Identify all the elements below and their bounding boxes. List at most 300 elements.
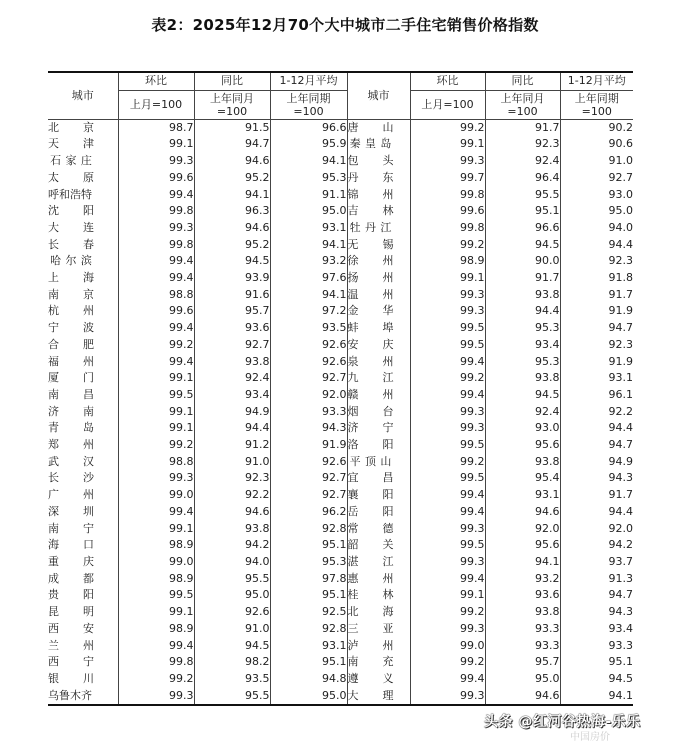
city-name: 惠 州 <box>347 571 394 585</box>
mom-cell: 99.2 <box>410 654 485 671</box>
city-name: 长 沙 <box>48 471 94 485</box>
avg-cell: 94.1 <box>270 237 347 254</box>
avg-cell: 94.3 <box>608 471 633 485</box>
yoy-cell: 94.5 <box>485 237 560 254</box>
table-row <box>48 537 633 554</box>
yoy-cell: 95.6 <box>485 437 560 454</box>
city-name: 深 圳 <box>48 504 94 518</box>
mom-cell: 99.2 <box>118 337 194 354</box>
avg-cell: 95.1 <box>608 655 633 669</box>
header-city-right: 城市 <box>347 72 410 119</box>
city-cell <box>48 654 118 671</box>
city-name: 秦 皇 岛 <box>349 137 392 151</box>
mom-cell: 99.2 <box>410 119 485 136</box>
mom-cell: 99.4 <box>118 638 194 655</box>
city-cell <box>48 437 118 454</box>
city-cell <box>48 537 118 554</box>
city-cell <box>347 420 410 437</box>
header-mom-right: 环比 <box>410 72 485 90</box>
table-row <box>48 187 633 204</box>
avg-cell: 90.2 <box>608 120 633 134</box>
yoy-cell: 92.0 <box>485 521 560 538</box>
yoy-cell: 91.7 <box>485 270 560 287</box>
city-name: 乌 鲁 木 齐 <box>48 688 92 702</box>
city-name: 北 海 <box>347 605 394 619</box>
yoy-cell: 95.0 <box>194 587 270 604</box>
avg-cell: 94.5 <box>608 671 633 685</box>
yoy-cell: 95.7 <box>485 654 560 671</box>
city-cell <box>347 170 410 187</box>
city-name: 济 南 <box>48 404 94 418</box>
yoy-cell: 93.3 <box>485 621 560 638</box>
yoy-cell: 96.6 <box>485 220 560 237</box>
yoy-cell: 94.6 <box>194 153 270 170</box>
city-cell <box>48 571 118 588</box>
header-yoy-right: 同比 <box>485 72 560 90</box>
yoy-cell: 95.4 <box>485 470 560 487</box>
city-cell <box>48 170 118 187</box>
city-name: 贵 阳 <box>48 588 94 602</box>
table-row <box>48 487 633 504</box>
city-cell <box>48 337 118 354</box>
yoy-cell: 95.7 <box>194 303 270 320</box>
city-cell <box>48 136 118 153</box>
avg-cell: 92.6 <box>270 454 347 471</box>
avg-cell: 91.0 <box>608 154 633 168</box>
city-cell <box>347 253 410 270</box>
city-cell <box>48 638 118 655</box>
avg-cell: 93.1 <box>270 638 347 655</box>
city-name: 武 汉 <box>48 454 94 468</box>
avg-cell: 96.1 <box>608 387 633 401</box>
city-name: 宜 昌 <box>347 471 394 485</box>
yoy-cell: 95.3 <box>485 354 560 371</box>
yoy-cell: 92.4 <box>485 153 560 170</box>
avg-cell: 95.1 <box>270 587 347 604</box>
avg-cell: 93.5 <box>270 320 347 337</box>
avg-cell: 94.1 <box>270 153 347 170</box>
city-name: 青 岛 <box>48 421 94 435</box>
table-row <box>48 287 633 304</box>
yoy-cell: 95.2 <box>194 170 270 187</box>
city-cell <box>347 220 410 237</box>
city-cell <box>347 504 410 521</box>
mom-cell: 99.2 <box>118 437 194 454</box>
city-cell <box>48 354 118 371</box>
mom-cell: 99.4 <box>118 354 194 371</box>
yoy-cell: 96.3 <box>194 203 270 220</box>
city-name: 牡 丹 江 <box>349 220 392 234</box>
yoy-cell: 92.3 <box>194 470 270 487</box>
mom-cell: 99.3 <box>410 688 485 706</box>
city-cell <box>347 470 410 487</box>
yoy-cell: 93.8 <box>485 370 560 387</box>
mom-cell: 99.5 <box>410 320 485 337</box>
yoy-cell: 91.0 <box>194 454 270 471</box>
mom-cell: 99.6 <box>118 170 194 187</box>
city-name: 南 宁 <box>48 521 94 535</box>
city-name: 包 头 <box>347 154 394 168</box>
city-cell <box>347 454 410 471</box>
mom-cell: 98.9 <box>410 253 485 270</box>
mom-cell: 99.4 <box>118 320 194 337</box>
avg-cell: 92.5 <box>270 604 347 621</box>
city-name: 湛 江 <box>347 554 394 568</box>
city-cell <box>48 688 118 706</box>
city-cell <box>48 303 118 320</box>
table-row <box>48 220 633 237</box>
city-name: 海 口 <box>48 538 94 552</box>
yoy-cell: 93.4 <box>194 387 270 404</box>
avg-cell: 91.9 <box>270 437 347 454</box>
mom-cell: 99.3 <box>410 404 485 421</box>
avg-cell: 92.3 <box>608 254 633 268</box>
mom-cell: 99.0 <box>118 554 194 571</box>
city-cell <box>347 320 410 337</box>
avg-cell: 92.6 <box>270 354 347 371</box>
city-cell <box>347 337 410 354</box>
city-name: 常 德 <box>347 521 394 535</box>
table-row <box>48 604 633 621</box>
city-name: 济 宁 <box>347 421 394 435</box>
city-name: 石 家 庄 <box>50 154 92 168</box>
avg-cell: 94.4 <box>608 421 633 435</box>
table-body <box>48 119 633 705</box>
city-cell <box>48 554 118 571</box>
table-row <box>48 554 633 571</box>
avg-cell: 94.4 <box>608 237 633 251</box>
header-avg-base-left: 上年同期 =100 <box>270 90 347 119</box>
city-name: 温 州 <box>347 287 394 301</box>
avg-cell: 93.7 <box>608 554 633 568</box>
city-name: 广 州 <box>48 488 94 502</box>
yoy-cell: 95.2 <box>194 237 270 254</box>
avg-cell: 91.1 <box>270 187 347 204</box>
city-name: 南 充 <box>347 655 394 669</box>
city-name: 泉 州 <box>347 354 394 368</box>
yoy-cell: 94.7 <box>194 136 270 153</box>
mom-cell: 99.5 <box>410 437 485 454</box>
mom-cell: 99.6 <box>118 303 194 320</box>
yoy-cell: 95.1 <box>485 203 560 220</box>
yoy-cell: 95.5 <box>194 688 270 706</box>
mom-cell: 99.3 <box>118 153 194 170</box>
yoy-cell: 94.6 <box>194 220 270 237</box>
mom-cell: 99.2 <box>410 370 485 387</box>
avg-cell: 95.1 <box>270 537 347 554</box>
city-name: 安 庆 <box>347 337 394 351</box>
avg-cell: 92.0 <box>608 521 633 535</box>
avg-cell: 93.2 <box>270 253 347 270</box>
mom-cell: 99.8 <box>410 220 485 237</box>
yoy-cell: 95.5 <box>485 187 560 204</box>
avg-cell: 94.0 <box>608 220 633 234</box>
city-cell <box>48 604 118 621</box>
mom-cell: 99.2 <box>410 454 485 471</box>
mom-cell: 99.6 <box>410 203 485 220</box>
header-yoy-left: 同比 <box>194 72 270 90</box>
city-cell <box>48 203 118 220</box>
avg-cell: 91.7 <box>608 287 633 301</box>
yoy-cell: 93.8 <box>485 287 560 304</box>
mom-cell: 99.5 <box>118 587 194 604</box>
city-cell <box>48 454 118 471</box>
table-row <box>48 237 633 254</box>
city-name: 徐 州 <box>347 254 394 268</box>
mom-cell: 99.3 <box>410 554 485 571</box>
table-row <box>48 420 633 437</box>
yoy-cell: 91.0 <box>194 621 270 638</box>
mom-cell: 99.4 <box>410 671 485 688</box>
city-name: 吉 林 <box>347 204 394 218</box>
yoy-cell: 93.4 <box>485 337 560 354</box>
city-name: 太 原 <box>48 170 94 184</box>
table-row <box>48 136 633 153</box>
table-row <box>48 337 633 354</box>
yoy-cell: 93.2 <box>485 571 560 588</box>
yoy-cell: 94.9 <box>194 404 270 421</box>
yoy-cell: 95.3 <box>485 320 560 337</box>
yoy-cell: 93.8 <box>485 604 560 621</box>
city-cell <box>48 270 118 287</box>
city-name: 银 川 <box>48 671 94 685</box>
mom-cell: 98.7 <box>118 119 194 136</box>
yoy-cell: 91.5 <box>194 119 270 136</box>
table-title: 表2：2025年12月70个大中城市二手住宅销售价格指数 <box>151 16 539 34</box>
mom-cell: 99.1 <box>118 370 194 387</box>
mom-cell: 99.4 <box>410 487 485 504</box>
price-index-table <box>48 71 633 706</box>
city-cell <box>48 253 118 270</box>
city-name: 丹 东 <box>347 170 394 184</box>
mom-cell: 99.5 <box>410 537 485 554</box>
yoy-cell: 92.2 <box>194 487 270 504</box>
mom-cell: 99.1 <box>410 587 485 604</box>
yoy-cell: 94.5 <box>194 638 270 655</box>
yoy-cell: 93.0 <box>485 420 560 437</box>
table-row <box>48 153 633 170</box>
table-row <box>48 404 633 421</box>
table-row <box>48 270 633 287</box>
yoy-cell: 95.5 <box>194 571 270 588</box>
avg-cell: 93.3 <box>270 404 347 421</box>
city-name: 福 州 <box>48 354 94 368</box>
table-row <box>48 454 633 471</box>
avg-cell: 96.6 <box>270 119 347 136</box>
city-cell <box>347 554 410 571</box>
city-cell <box>48 504 118 521</box>
yoy-cell: 94.1 <box>485 554 560 571</box>
avg-cell: 93.1 <box>608 371 633 385</box>
yoy-cell: 93.6 <box>485 587 560 604</box>
yoy-cell: 94.1 <box>194 187 270 204</box>
header-avg-base-right: 上年同期 =100 <box>560 90 633 119</box>
mom-cell: 99.4 <box>410 504 485 521</box>
mom-cell: 99.2 <box>118 671 194 688</box>
avg-cell: 95.0 <box>608 204 633 218</box>
yoy-cell: 93.8 <box>194 521 270 538</box>
city-cell <box>347 521 410 538</box>
mom-cell: 99.3 <box>410 287 485 304</box>
mom-cell: 99.4 <box>118 253 194 270</box>
mom-cell: 99.2 <box>410 237 485 254</box>
city-cell <box>347 187 410 204</box>
table-row <box>48 119 633 136</box>
mom-cell: 99.8 <box>118 237 194 254</box>
avg-cell: 93.4 <box>608 621 633 635</box>
avg-cell: 92.8 <box>270 521 347 538</box>
city-cell <box>48 404 118 421</box>
mom-cell: 99.1 <box>118 136 194 153</box>
city-cell <box>347 303 410 320</box>
city-cell <box>48 420 118 437</box>
table-row <box>48 688 633 706</box>
avg-cell: 94.3 <box>270 420 347 437</box>
mom-cell: 99.8 <box>410 187 485 204</box>
city-cell <box>48 387 118 404</box>
mom-cell: 99.1 <box>118 521 194 538</box>
city-cell <box>48 220 118 237</box>
yoy-cell: 94.5 <box>485 387 560 404</box>
yoy-cell: 93.1 <box>485 487 560 504</box>
avg-cell: 94.3 <box>608 605 633 619</box>
mom-cell: 99.3 <box>118 220 194 237</box>
table-row <box>48 521 633 538</box>
city-cell <box>347 354 410 371</box>
table-row <box>48 587 633 604</box>
mom-cell: 99.8 <box>118 203 194 220</box>
yoy-cell: 93.6 <box>194 320 270 337</box>
city-cell <box>48 119 118 136</box>
city-cell <box>48 521 118 538</box>
header-mom-left: 环比 <box>118 72 194 90</box>
mom-cell: 99.1 <box>118 404 194 421</box>
avg-cell: 93.0 <box>608 187 633 201</box>
city-cell <box>347 404 410 421</box>
mom-cell: 99.1 <box>118 604 194 621</box>
yoy-cell: 90.0 <box>485 253 560 270</box>
table-row <box>48 621 633 638</box>
avg-cell: 95.0 <box>270 688 347 706</box>
city-cell <box>347 621 410 638</box>
mom-cell: 99.4 <box>118 270 194 287</box>
city-name: 南 昌 <box>48 387 94 401</box>
mom-cell: 99.4 <box>118 187 194 204</box>
avg-cell: 94.4 <box>608 504 633 518</box>
city-cell <box>347 237 410 254</box>
avg-cell: 92.6 <box>270 337 347 354</box>
city-name: 成 都 <box>48 571 94 585</box>
avg-cell: 95.3 <box>270 554 347 571</box>
avg-cell: 97.8 <box>270 571 347 588</box>
avg-cell: 95.0 <box>270 203 347 220</box>
avg-cell: 91.9 <box>608 354 633 368</box>
yoy-cell: 94.6 <box>485 504 560 521</box>
avg-cell: 92.2 <box>608 404 633 418</box>
yoy-cell: 92.4 <box>194 370 270 387</box>
yoy-cell: 95.0 <box>485 671 560 688</box>
city-cell <box>347 688 410 706</box>
city-name: 昆 明 <box>48 605 94 619</box>
table-row <box>48 654 633 671</box>
city-cell <box>48 587 118 604</box>
avg-cell: 94.1 <box>270 287 347 304</box>
mom-cell: 99.0 <box>118 487 194 504</box>
city-name: 上 海 <box>48 271 94 285</box>
city-name: 岳 阳 <box>347 504 394 518</box>
avg-cell: 93.3 <box>608 638 633 652</box>
avg-cell: 91.7 <box>608 488 633 502</box>
city-cell <box>347 537 410 554</box>
avg-cell: 95.3 <box>270 170 347 187</box>
table-row <box>48 387 633 404</box>
avg-cell: 92.7 <box>270 470 347 487</box>
mom-cell: 98.9 <box>118 537 194 554</box>
avg-cell: 92.0 <box>270 387 347 404</box>
city-name: 大 连 <box>48 220 94 234</box>
mom-cell: 99.5 <box>118 387 194 404</box>
yoy-cell: 92.6 <box>194 604 270 621</box>
city-name: 泸 州 <box>347 638 394 652</box>
watermark-faint: 中国房价 <box>570 732 610 743</box>
mom-cell: 98.9 <box>118 571 194 588</box>
table-row <box>48 320 633 337</box>
avg-cell: 92.7 <box>608 170 633 184</box>
city-name: 厦 门 <box>48 371 94 385</box>
yoy-cell: 92.7 <box>194 337 270 354</box>
header-yoy-base-left: 上年同月 =100 <box>194 90 270 119</box>
city-cell <box>347 287 410 304</box>
table-row <box>48 253 633 270</box>
city-name: 蚌 埠 <box>347 321 394 335</box>
table-row <box>48 638 633 655</box>
yoy-cell: 91.6 <box>194 287 270 304</box>
city-name: 沈 阳 <box>48 204 94 218</box>
yoy-cell: 94.0 <box>194 554 270 571</box>
table-row <box>48 370 633 387</box>
city-name: 郑 州 <box>48 438 94 452</box>
city-name: 襄 阳 <box>347 488 394 502</box>
yoy-cell: 93.8 <box>485 454 560 471</box>
city-name: 桂 林 <box>347 588 394 602</box>
table-row <box>48 437 633 454</box>
yoy-cell: 98.2 <box>194 654 270 671</box>
city-cell <box>48 487 118 504</box>
table-row <box>48 470 633 487</box>
city-name: 西 宁 <box>48 655 94 669</box>
city-cell <box>347 671 410 688</box>
mom-cell: 99.7 <box>410 170 485 187</box>
yoy-cell: 92.4 <box>485 404 560 421</box>
city-name: 杭 州 <box>48 304 94 318</box>
city-cell <box>347 487 410 504</box>
avg-cell: 94.1 <box>608 688 633 702</box>
mom-cell: 99.1 <box>410 136 485 153</box>
mom-cell: 99.4 <box>410 387 485 404</box>
avg-cell: 92.7 <box>270 370 347 387</box>
table-row <box>48 354 633 371</box>
yoy-cell: 93.8 <box>194 354 270 371</box>
mom-cell: 98.8 <box>118 454 194 471</box>
mom-cell: 98.9 <box>118 621 194 638</box>
avg-cell: 91.8 <box>608 271 633 285</box>
header-avg-right: 1-12月平均 <box>560 72 633 90</box>
header-mom-base-left: 上月=100 <box>118 90 194 119</box>
city-name: 重 庆 <box>48 554 94 568</box>
city-cell <box>48 287 118 304</box>
city-cell <box>347 387 410 404</box>
city-cell <box>347 119 410 136</box>
